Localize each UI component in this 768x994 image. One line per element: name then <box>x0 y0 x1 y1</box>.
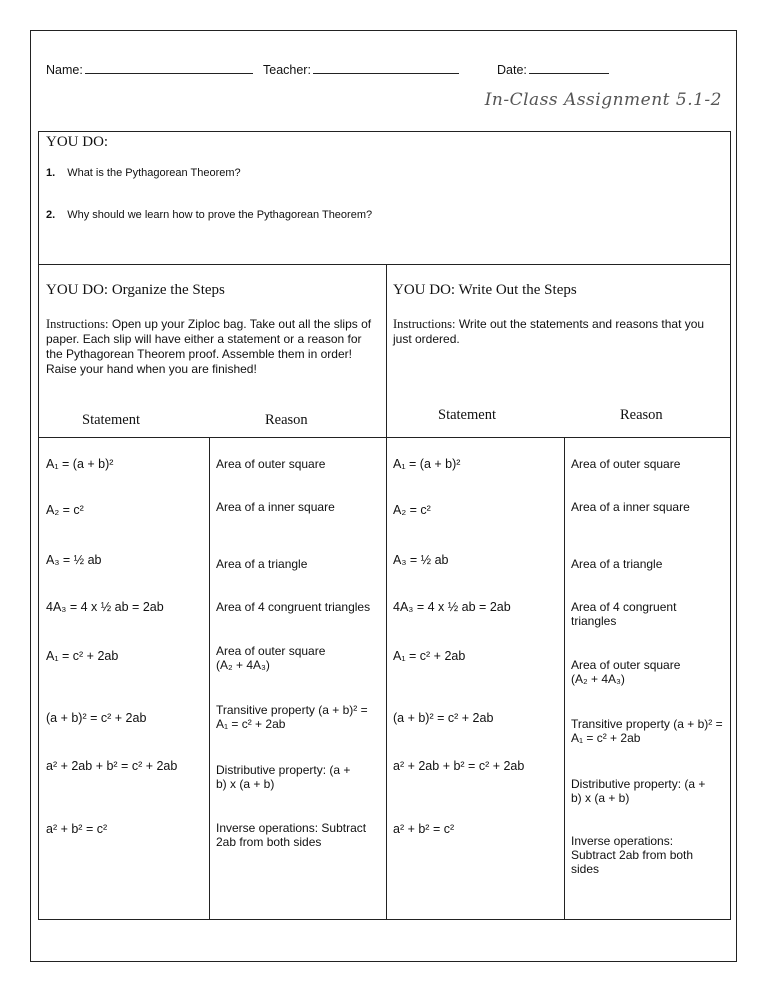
right-reason-7: Distributive property: (a + b) x (a + b) <box>571 777 706 805</box>
left-reason-6: Transitive property (a + b)² = A₁ = c² + 2ab <box>216 703 368 731</box>
question-1-text: What is the Pythagorean Theorem? <box>67 167 241 179</box>
right-statement-6: (a + b)² = c² + 2ab <box>393 711 494 725</box>
left-reason-7: Distributive property: (a + b) x (a + b) <box>216 763 351 791</box>
left-statement-4: 4A₃ = 4 x ½ ab = 2ab <box>46 600 164 614</box>
questions-box <box>38 131 731 265</box>
right-statement-header: Statement <box>438 407 496 423</box>
date-label: Date: <box>497 63 527 77</box>
teacher-blank[interactable] <box>313 62 459 74</box>
question-2-text: Why should we learn how to prove the Pythagorean Theorem? <box>67 209 373 221</box>
left-column-divider <box>209 437 210 920</box>
question-1-number: 1. <box>46 167 56 179</box>
name-field[interactable] <box>46 62 253 77</box>
left-statement-3: A₃ = ½ ab <box>46 553 102 567</box>
teacher-field[interactable] <box>263 62 459 77</box>
right-statement-8: a² + b² = c² <box>393 822 455 836</box>
left-reason-1: Area of outer square <box>216 457 326 471</box>
left-statement-header: Statement <box>82 412 140 428</box>
section1-heading: YOU DO: <box>46 134 109 150</box>
date-field[interactable] <box>497 62 609 77</box>
right-reason-3: Area of a triangle <box>571 557 663 571</box>
right-statement-5: A₁ = c² + 2ab <box>393 649 466 663</box>
right-panel-instructions <box>393 317 713 347</box>
right-column-divider <box>564 437 565 920</box>
left-statement-6: (a + b)² = c² + 2ab <box>46 711 147 725</box>
right-statement-3: A₃ = ½ ab <box>393 553 449 567</box>
right-instructions-text: Write out the statements and reasons that you just ordered. <box>393 317 705 346</box>
left-reason-4: Area of 4 congruent triangles <box>216 600 371 614</box>
right-reason-1: Area of outer square <box>571 457 681 471</box>
left-statement-5: A₁ = c² + 2ab <box>46 649 119 663</box>
left-statement-1: A₁ = (a + b)² <box>46 457 114 471</box>
left-reason-3: Area of a triangle <box>216 557 308 571</box>
question-1 <box>46 167 241 179</box>
left-panel-heading: YOU DO: Organize the Steps <box>46 282 225 298</box>
right-statement-1: A₁ = (a + b)² <box>393 457 461 471</box>
assignment-title: In-Class Assignment 5.1-2 <box>484 90 722 110</box>
panel-divider <box>386 264 387 920</box>
right-statement-4: 4A₃ = 4 x ½ ab = 2ab <box>393 600 511 614</box>
right-statement-7: a² + 2ab + b² = c² + 2ab <box>393 759 525 773</box>
right-instructions-label: Instructions: <box>393 317 456 331</box>
left-panel-instructions <box>46 317 380 377</box>
left-reason-5: Area of outer square (A₂ + 4A₃) <box>216 644 326 672</box>
right-reason-6: Transitive property (a + b)² = A₁ = c² + 2ab <box>571 717 723 745</box>
table-header-divider <box>38 437 731 438</box>
left-statement-8: a² + b² = c² <box>46 822 108 836</box>
left-reason-2: Area of a inner square <box>216 500 335 514</box>
left-instructions-label: Instructions: <box>46 317 109 331</box>
right-reason-5: Area of outer square (A₂ + 4A₃) <box>571 658 681 686</box>
left-statement-7: a² + 2ab + b² = c² + 2ab <box>46 759 178 773</box>
date-blank[interactable] <box>529 62 609 74</box>
name-label: Name: <box>46 63 83 77</box>
right-panel-heading: YOU DO: Write Out the Steps <box>393 282 577 298</box>
right-reason-header: Reason <box>620 407 663 423</box>
right-reason-2: Area of a inner square <box>571 500 690 514</box>
question-2 <box>46 209 372 221</box>
left-reason-8: Inverse operations: Subtract 2ab from both sides <box>216 821 367 849</box>
left-reason-header: Reason <box>265 412 308 428</box>
left-instructions-text: Open up your Ziploc bag. Take out all the slips of paper. Each slip will have either a statement or a reason for the Pythagorean Theorem proof. Assemble them in order! Raise your hand when you are finished! <box>46 317 372 376</box>
right-statement-2: A₂ = c² <box>393 503 431 517</box>
right-reason-4: Area of 4 congruent triangles <box>571 600 677 628</box>
name-blank[interactable] <box>85 62 253 74</box>
right-reason-8: Inverse operations: Subtract 2ab from both sides <box>571 834 694 876</box>
question-2-number: 2. <box>46 209 56 221</box>
teacher-label: Teacher: <box>263 63 311 77</box>
left-statement-2: A₂ = c² <box>46 503 84 517</box>
